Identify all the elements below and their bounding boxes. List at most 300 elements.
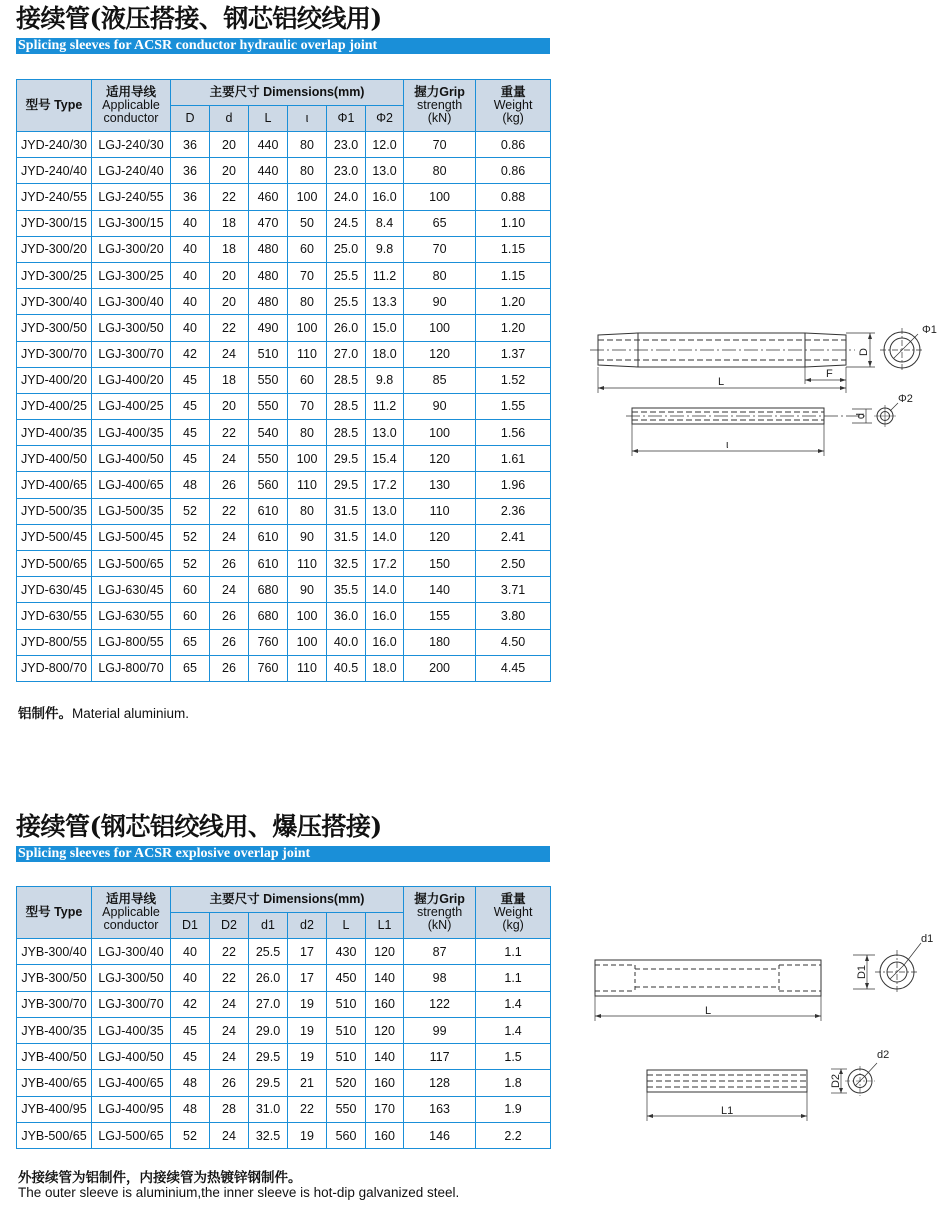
type-cell: JYD-240/40 — [17, 158, 92, 184]
conductor-cell: LGJ-800/70 — [92, 655, 171, 681]
dim-label-phi1: Φ1 — [922, 324, 937, 336]
value-cell: 80 — [404, 262, 476, 288]
value-cell: 550 — [249, 367, 288, 393]
table-row — [17, 1017, 551, 1043]
value-cell: 65 — [171, 655, 210, 681]
type-cell: JYD-400/35 — [17, 420, 92, 446]
value-cell: 36 — [171, 132, 210, 158]
conductor-cell: LGJ-300/50 — [92, 965, 171, 991]
value-cell: 0.86 — [476, 158, 551, 184]
value-cell: 17 — [288, 939, 327, 965]
section1-table-body — [17, 132, 551, 682]
type-cell: JYD-800/70 — [17, 655, 92, 681]
conductor-cell: LGJ-400/65 — [92, 472, 171, 498]
value-cell: 42 — [171, 991, 210, 1017]
type-cell: JYD-400/65 — [17, 472, 92, 498]
conductor-header: 适用导线 Applicable conductor — [92, 887, 171, 939]
conductor-cell: LGJ-500/45 — [92, 524, 171, 550]
conductor-cell: LGJ-240/55 — [92, 184, 171, 210]
value-cell: 1.37 — [476, 341, 551, 367]
value-cell: 32.5 — [249, 1123, 288, 1149]
value-cell: 24.0 — [327, 184, 366, 210]
value-cell: 610 — [249, 498, 288, 524]
value-cell: 610 — [249, 524, 288, 550]
value-cell: 25.0 — [327, 236, 366, 262]
conductor-cell: LGJ-400/35 — [92, 1017, 171, 1043]
value-cell: 70 — [288, 393, 327, 419]
dim-col-L: L — [327, 913, 366, 939]
value-cell: 48 — [171, 1070, 210, 1096]
value-cell: 18.0 — [366, 655, 404, 681]
value-cell: 18 — [210, 236, 249, 262]
table-row — [17, 393, 551, 419]
value-cell: 2.41 — [476, 524, 551, 550]
value-cell: 22 — [210, 420, 249, 446]
value-cell: 90 — [288, 524, 327, 550]
value-cell: 760 — [249, 655, 288, 681]
value-cell: 8.4 — [366, 210, 404, 236]
value-cell: 23.0 — [327, 158, 366, 184]
value-cell: 550 — [327, 1096, 366, 1122]
value-cell: 13.0 — [366, 498, 404, 524]
table-row — [17, 1123, 551, 1149]
value-cell: 15.0 — [366, 315, 404, 341]
value-cell: 4.50 — [476, 629, 551, 655]
section2-subtitle-bar: Splicing sleeves for ACSR explosive overlap joint — [16, 846, 550, 862]
conductor-cell: LGJ-400/65 — [92, 1070, 171, 1096]
value-cell: 45 — [171, 393, 210, 419]
table-row — [17, 655, 551, 681]
value-cell: 22 — [210, 184, 249, 210]
value-cell: 99 — [404, 1017, 476, 1043]
value-cell: 28 — [210, 1096, 249, 1122]
value-cell: 80 — [404, 158, 476, 184]
dim-col-L: L — [249, 106, 288, 132]
value-cell: 140 — [366, 1044, 404, 1070]
table-row — [17, 965, 551, 991]
value-cell: 110 — [288, 341, 327, 367]
conductor-cell: LGJ-300/40 — [92, 939, 171, 965]
value-cell: 1.56 — [476, 420, 551, 446]
value-cell: 90 — [404, 289, 476, 315]
dim-label-d2: d2 — [877, 1049, 890, 1061]
dim-label-L: L — [718, 376, 725, 388]
value-cell: 440 — [249, 158, 288, 184]
table-row — [17, 524, 551, 550]
value-cell: 36 — [171, 158, 210, 184]
conductor-cell: LGJ-300/50 — [92, 315, 171, 341]
value-cell: 1.1 — [476, 965, 551, 991]
conductor-cell: LGJ-630/55 — [92, 603, 171, 629]
table-row — [17, 446, 551, 472]
value-cell: 110 — [288, 551, 327, 577]
value-cell: 150 — [404, 551, 476, 577]
value-cell: 2.50 — [476, 551, 551, 577]
type-cell: JYD-400/25 — [17, 393, 92, 419]
value-cell: 550 — [249, 446, 288, 472]
value-cell: 60 — [171, 577, 210, 603]
value-cell: 520 — [327, 1070, 366, 1096]
table-row — [17, 420, 551, 446]
value-cell: 24 — [210, 991, 249, 1017]
value-cell: 40 — [171, 939, 210, 965]
value-cell: 52 — [171, 551, 210, 577]
value-cell: 52 — [171, 1123, 210, 1149]
value-cell: 26 — [210, 551, 249, 577]
value-cell: 128 — [404, 1070, 476, 1096]
value-cell: 100 — [404, 315, 476, 341]
type-cell: JYB-500/65 — [17, 1123, 92, 1149]
dim-col-phi2: Φ2 — [366, 106, 404, 132]
value-cell: 13.0 — [366, 420, 404, 446]
value-cell: 480 — [249, 262, 288, 288]
value-cell: 163 — [404, 1096, 476, 1122]
dim-label-phi2: Φ2 — [898, 393, 913, 405]
value-cell: 40 — [171, 289, 210, 315]
table-row — [17, 367, 551, 393]
value-cell: 120 — [366, 1017, 404, 1043]
value-cell: 1.1 — [476, 939, 551, 965]
value-cell: 40.5 — [327, 655, 366, 681]
value-cell: 1.96 — [476, 472, 551, 498]
value-cell: 80 — [288, 158, 327, 184]
value-cell: 20 — [210, 132, 249, 158]
value-cell: 24 — [210, 1123, 249, 1149]
value-cell: 20 — [210, 262, 249, 288]
section2-sleeve-drawing — [585, 925, 950, 1125]
value-cell: 26 — [210, 1070, 249, 1096]
value-cell: 200 — [404, 655, 476, 681]
value-cell: 14.0 — [366, 577, 404, 603]
type-cell: JYD-400/50 — [17, 446, 92, 472]
value-cell: 1.9 — [476, 1096, 551, 1122]
table-row — [17, 498, 551, 524]
value-cell: 48 — [171, 1096, 210, 1122]
type-cell: JYB-300/40 — [17, 939, 92, 965]
value-cell: 36 — [171, 184, 210, 210]
dimensions-header: 主要尺寸 Dimensions(mm) — [171, 80, 404, 106]
value-cell: 1.52 — [476, 367, 551, 393]
conductor-cell: LGJ-300/40 — [92, 289, 171, 315]
type-cell: JYD-300/25 — [17, 262, 92, 288]
value-cell: 70 — [288, 262, 327, 288]
value-cell: 17.2 — [366, 472, 404, 498]
value-cell: 80 — [288, 132, 327, 158]
value-cell: 11.2 — [366, 262, 404, 288]
dim-label-d1: d1 — [921, 933, 934, 945]
value-cell: 28.5 — [327, 367, 366, 393]
dim-label-L: L — [705, 1005, 712, 1017]
type-cell: JYB-400/35 — [17, 1017, 92, 1043]
value-cell: 90 — [404, 393, 476, 419]
value-cell: 15.4 — [366, 446, 404, 472]
table-row — [17, 210, 551, 236]
weight-header: 重量 Weight (kg) — [476, 80, 551, 132]
conductor-cell: LGJ-800/55 — [92, 629, 171, 655]
value-cell: 155 — [404, 603, 476, 629]
value-cell: 490 — [249, 315, 288, 341]
value-cell: 87 — [404, 939, 476, 965]
value-cell: 23.0 — [327, 132, 366, 158]
value-cell: 45 — [171, 1044, 210, 1070]
type-cell: JYB-300/50 — [17, 965, 92, 991]
table-row — [17, 472, 551, 498]
value-cell: 40 — [171, 210, 210, 236]
value-cell: 24.5 — [327, 210, 366, 236]
type-cell: JYD-500/45 — [17, 524, 92, 550]
value-cell: 22 — [210, 498, 249, 524]
value-cell: 19 — [288, 1123, 327, 1149]
section2-table-body — [17, 939, 551, 1149]
value-cell: 540 — [249, 420, 288, 446]
dim-col-l: ι — [288, 106, 327, 132]
value-cell: 13.3 — [366, 289, 404, 315]
value-cell: 24 — [210, 1017, 249, 1043]
table-row — [17, 262, 551, 288]
value-cell: 26.0 — [249, 965, 288, 991]
value-cell: 16.0 — [366, 184, 404, 210]
dim-col-phi1: Φ1 — [327, 106, 366, 132]
table-row — [17, 236, 551, 262]
value-cell: 100 — [404, 184, 476, 210]
conductor-cell: LGJ-400/20 — [92, 367, 171, 393]
value-cell: 70 — [404, 236, 476, 262]
type-cell: JYB-400/95 — [17, 1096, 92, 1122]
table-row — [17, 577, 551, 603]
value-cell: 17.2 — [366, 551, 404, 577]
value-cell: 35.5 — [327, 577, 366, 603]
value-cell: 22 — [288, 1096, 327, 1122]
conductor-cell: LGJ-300/15 — [92, 210, 171, 236]
value-cell: 1.15 — [476, 262, 551, 288]
value-cell: 52 — [171, 524, 210, 550]
value-cell: 470 — [249, 210, 288, 236]
section2-title: 接续管(钢芯铝绞线用、爆压搭接) — [16, 812, 382, 841]
dim-label-d: d — [855, 412, 867, 420]
value-cell: 180 — [404, 629, 476, 655]
value-cell: 16.0 — [366, 603, 404, 629]
value-cell: 24 — [210, 577, 249, 603]
value-cell: 3.80 — [476, 603, 551, 629]
dim-col-d1: d1 — [249, 913, 288, 939]
value-cell: 160 — [366, 1070, 404, 1096]
value-cell: 29.0 — [249, 1017, 288, 1043]
value-cell: 36.0 — [327, 603, 366, 629]
grip-header: 握力Grip strength (kN) — [404, 887, 476, 939]
value-cell: 28.5 — [327, 393, 366, 419]
value-cell: 65 — [404, 210, 476, 236]
value-cell: 1.8 — [476, 1070, 551, 1096]
table-row — [17, 289, 551, 315]
value-cell: 480 — [249, 289, 288, 315]
value-cell: 680 — [249, 577, 288, 603]
value-cell: 21 — [288, 1070, 327, 1096]
conductor-cell: LGJ-240/40 — [92, 158, 171, 184]
value-cell: 42 — [171, 341, 210, 367]
value-cell: 510 — [249, 341, 288, 367]
dim-col-d2: d2 — [288, 913, 327, 939]
value-cell: 100 — [288, 603, 327, 629]
table-row — [17, 315, 551, 341]
value-cell: 1.5 — [476, 1044, 551, 1070]
value-cell: 120 — [404, 341, 476, 367]
value-cell: 24 — [210, 1044, 249, 1070]
value-cell: 32.5 — [327, 551, 366, 577]
value-cell: 122 — [404, 991, 476, 1017]
value-cell: 85 — [404, 367, 476, 393]
value-cell: 45 — [171, 1017, 210, 1043]
value-cell: 18 — [210, 210, 249, 236]
value-cell: 120 — [366, 939, 404, 965]
table-row — [17, 132, 551, 158]
value-cell: 26 — [210, 472, 249, 498]
weight-header: 重量 Weight (kg) — [476, 887, 551, 939]
value-cell: 90 — [288, 577, 327, 603]
value-cell: 2.2 — [476, 1123, 551, 1149]
value-cell: 19 — [288, 1044, 327, 1070]
value-cell: 19 — [288, 1017, 327, 1043]
value-cell: 45 — [171, 367, 210, 393]
dim-label-l: ι — [726, 439, 729, 451]
value-cell: 510 — [327, 1017, 366, 1043]
value-cell: 40 — [171, 965, 210, 991]
value-cell: 40 — [171, 262, 210, 288]
value-cell: 1.20 — [476, 289, 551, 315]
value-cell: 14.0 — [366, 524, 404, 550]
table-row — [17, 629, 551, 655]
value-cell: 16.0 — [366, 629, 404, 655]
section1-title: 接续管(液压搭接、钢芯铝绞线用) — [16, 4, 382, 33]
section1-note: 铝制件。Material aluminium. — [18, 706, 190, 721]
value-cell: 110 — [288, 655, 327, 681]
table-row — [17, 1096, 551, 1122]
type-cell: JYB-300/70 — [17, 991, 92, 1017]
dim-col-L1: L1 — [366, 913, 404, 939]
value-cell: 24 — [210, 524, 249, 550]
value-cell: 29.5 — [249, 1044, 288, 1070]
table-row — [17, 603, 551, 629]
type-cell: JYD-240/55 — [17, 184, 92, 210]
value-cell: 26 — [210, 629, 249, 655]
conductor-header: 适用导线 Applicable conductor — [92, 80, 171, 132]
value-cell: 450 — [327, 965, 366, 991]
value-cell: 20 — [210, 289, 249, 315]
value-cell: 610 — [249, 551, 288, 577]
value-cell: 2.36 — [476, 498, 551, 524]
type-cell: JYB-400/65 — [17, 1070, 92, 1096]
value-cell: 24 — [210, 446, 249, 472]
table-row — [17, 1070, 551, 1096]
section1-subtitle-bar: Splicing sleeves for ACSR conductor hydraulic overlap joint — [16, 38, 550, 54]
value-cell: 9.8 — [366, 367, 404, 393]
value-cell: 100 — [288, 629, 327, 655]
value-cell: 146 — [404, 1123, 476, 1149]
value-cell: 60 — [288, 236, 327, 262]
value-cell: 0.86 — [476, 132, 551, 158]
value-cell: 160 — [366, 991, 404, 1017]
value-cell: 680 — [249, 603, 288, 629]
value-cell: 52 — [171, 498, 210, 524]
dim-label-F: F — [826, 368, 833, 380]
value-cell: 22 — [210, 965, 249, 991]
value-cell: 13.0 — [366, 158, 404, 184]
value-cell: 29.5 — [327, 446, 366, 472]
conductor-cell: LGJ-300/25 — [92, 262, 171, 288]
conductor-cell: LGJ-400/50 — [92, 1044, 171, 1070]
table-row — [17, 551, 551, 577]
value-cell: 560 — [249, 472, 288, 498]
value-cell: 120 — [404, 446, 476, 472]
conductor-cell: LGJ-400/25 — [92, 393, 171, 419]
value-cell: 160 — [366, 1123, 404, 1149]
table-row — [17, 184, 551, 210]
table-row — [17, 991, 551, 1017]
value-cell: 18 — [210, 367, 249, 393]
value-cell: 1.61 — [476, 446, 551, 472]
conductor-cell: LGJ-300/70 — [92, 991, 171, 1017]
value-cell: 26 — [210, 603, 249, 629]
dim-col-D2: D2 — [210, 913, 249, 939]
value-cell: 100 — [288, 184, 327, 210]
value-cell: 1.4 — [476, 1017, 551, 1043]
value-cell: 4.45 — [476, 655, 551, 681]
value-cell: 25.5 — [327, 289, 366, 315]
type-cell: JYD-500/65 — [17, 551, 92, 577]
value-cell: 40.0 — [327, 629, 366, 655]
value-cell: 40 — [171, 236, 210, 262]
value-cell: 27.0 — [327, 341, 366, 367]
value-cell: 110 — [404, 498, 476, 524]
value-cell: 28.5 — [327, 420, 366, 446]
conductor-cell: LGJ-500/65 — [92, 551, 171, 577]
value-cell: 18.0 — [366, 341, 404, 367]
conductor-cell: LGJ-500/35 — [92, 498, 171, 524]
type-cell: JYD-300/20 — [17, 236, 92, 262]
dim-label-D2: D2 — [830, 1073, 842, 1089]
dim-label-L1: L1 — [721, 1105, 734, 1117]
type-cell: JYD-500/35 — [17, 498, 92, 524]
type-cell: JYD-630/55 — [17, 603, 92, 629]
value-cell: 1.4 — [476, 991, 551, 1017]
conductor-cell: LGJ-630/45 — [92, 577, 171, 603]
type-cell: JYD-300/70 — [17, 341, 92, 367]
conductor-cell: LGJ-400/95 — [92, 1096, 171, 1122]
type-cell: JYD-630/45 — [17, 577, 92, 603]
section1-sleeve-drawing — [590, 318, 950, 458]
dimensions-header: 主要尺寸 Dimensions(mm) — [171, 887, 404, 913]
type-cell: JYD-800/55 — [17, 629, 92, 655]
type-cell: JYD-300/50 — [17, 315, 92, 341]
type-header: 型号 Type — [17, 80, 92, 132]
value-cell: 9.8 — [366, 236, 404, 262]
value-cell: 11.2 — [366, 393, 404, 419]
value-cell: 130 — [404, 472, 476, 498]
value-cell: 170 — [366, 1096, 404, 1122]
value-cell: 40 — [171, 315, 210, 341]
dim-label-D: D — [858, 348, 870, 356]
value-cell: 430 — [327, 939, 366, 965]
value-cell: 80 — [288, 498, 327, 524]
value-cell: 560 — [327, 1123, 366, 1149]
value-cell: 100 — [404, 420, 476, 446]
value-cell: 29.5 — [249, 1070, 288, 1096]
section1-spec-table — [16, 79, 551, 682]
value-cell: 480 — [249, 236, 288, 262]
type-cell: JYB-400/50 — [17, 1044, 92, 1070]
value-cell: 110 — [288, 472, 327, 498]
value-cell: 1.10 — [476, 210, 551, 236]
value-cell: 31.0 — [249, 1096, 288, 1122]
